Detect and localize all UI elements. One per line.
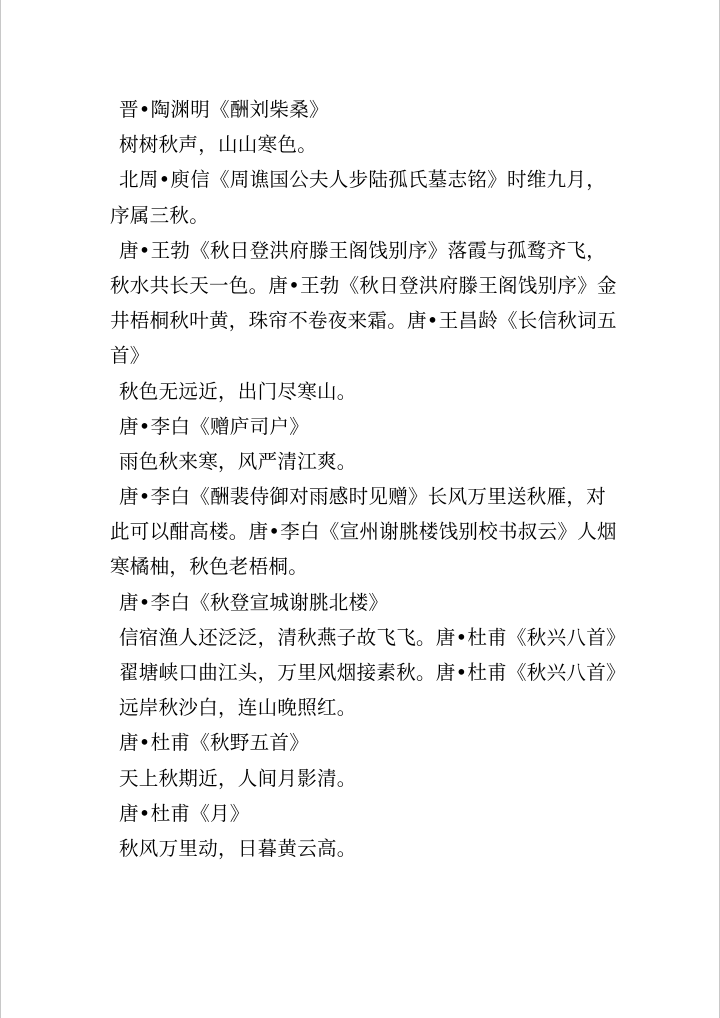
text-line: 唐•李白《赠庐司户》 (119, 414, 310, 438)
text-line: 井梧桐秋叶黄，珠帘不卷夜来霜。唐•王昌龄《长信秋词五 (110, 309, 617, 333)
document-body (110, 92, 626, 866)
text-line: 信宿渔人还泛泛，清秋燕子故飞飞。唐•杜甫《秋兴八首》 (119, 625, 626, 649)
text-line: 唐•王勃《秋日登洪府滕王阁饯别序》落霞与孤鹜齐飞， (119, 238, 607, 262)
text-line: 北周•庾信《周谯国公夫人步陆孤氏墓志铭》时维九月， (119, 168, 607, 192)
text-line: 此可以酣高楼。唐•李白《宣州谢朓楼饯别校书叔云》人烟 (110, 520, 617, 544)
text-line: 唐•李白《秋登宣城谢朓北楼》 (119, 590, 389, 614)
text-line: 首》 (110, 344, 150, 368)
text-line: 序属三秋。 (110, 203, 210, 227)
text-line: 远岸秋沙白，连山晚照红。 (119, 696, 357, 720)
text-line: 秋风万里动，日暮黄云高。 (119, 836, 357, 860)
text-line: 秋色无远近，出门尽寒山。 (119, 379, 357, 403)
text-line: 树树秋声，山山寒色。 (119, 133, 318, 157)
text-line: 唐•杜甫《秋野五首》 (119, 731, 310, 755)
text-line: 寒橘柚，秋色老梧桐。 (110, 555, 309, 579)
text-line: 雨色秋来寒，风严清江爽。 (119, 449, 357, 473)
text-line: 唐•李白《酬裴侍御对雨感时见赠》长风万里送秋雁，对 (119, 485, 607, 509)
text-line: 晋•陶渊明《酬刘柴桑》 (119, 98, 329, 121)
text-line: 秋水共长天一色。唐•王勃《秋日登洪府滕王阁饯别序》金 (110, 273, 617, 297)
text-line: 天上秋期近，人间月影清。 (119, 766, 357, 790)
page-edge-left (0, 0, 1, 1018)
text-line: 唐•杜甫《月》 (119, 801, 250, 825)
text-line: 翟塘峡口曲江头，万里风烟接素秋。唐•杜甫《秋兴八首》 (119, 661, 626, 684)
